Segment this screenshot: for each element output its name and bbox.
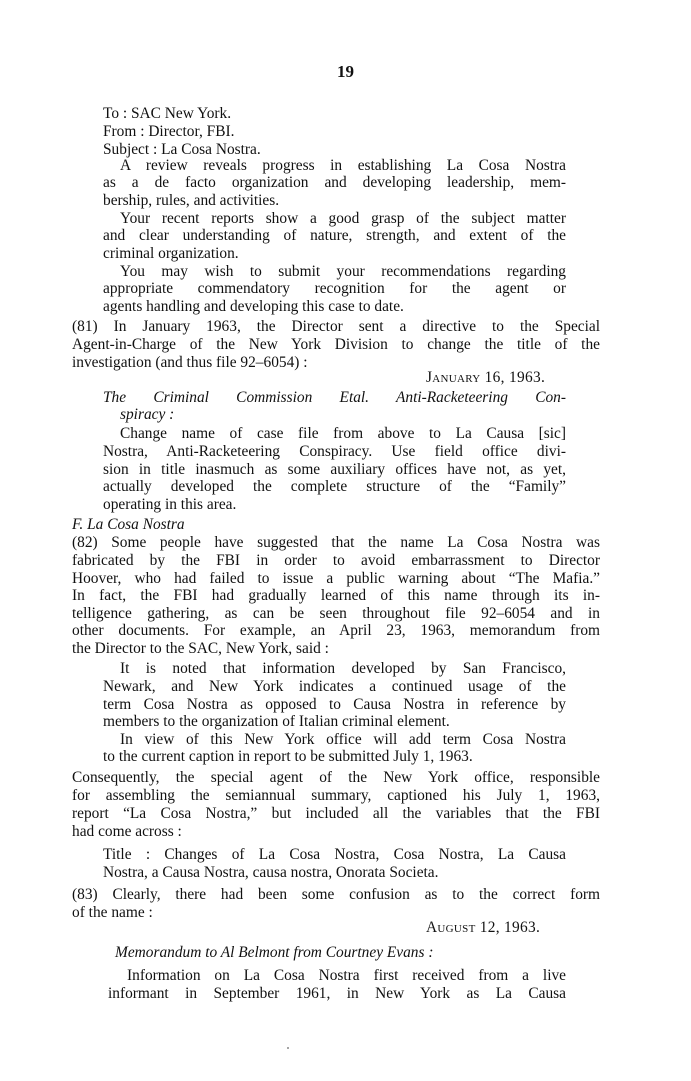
para83-line: of the name : <box>72 904 153 921</box>
memo2-text-line: operating in this area. <box>103 496 237 513</box>
memo1-from-line: From : Director, FBI. <box>103 123 235 140</box>
memo1-to-line: To : SAC New York. <box>103 105 232 122</box>
quote1-line: In view of this New York office will add term Cosa Nostra <box>120 731 566 748</box>
memo1-subject-line: Subject : La Cosa Nostra. <box>103 141 261 158</box>
memo2-text-line: actually developed the complete structure of the “Family” <box>103 478 566 495</box>
memo1-text-line: appropriate commendatory recognition for the agent or <box>103 280 566 297</box>
section-heading: F. La Cosa Nostra <box>72 516 185 533</box>
para83-line: (83) Clearly, there had been some confusion as to the correct form <box>72 886 600 903</box>
memo2-text-line: Change name of case file from above to La Causa [sic] <box>120 425 566 442</box>
title-quote-line: Title : Changes of La Cosa Nostra, Cosa Nostra, La Causa <box>103 846 566 863</box>
memo1-text-line: as a de facto organization and developing leadership, mem- <box>103 174 566 191</box>
quote1-line: term Cosa Nostra as opposed to Causa Nostra in reference by <box>103 696 566 713</box>
memo2-title-line: spiracy : <box>120 406 175 423</box>
para82-line: the Director to the SAC, New York, said : <box>72 640 329 657</box>
memo1-text-line: agents handling and developing this case to date. <box>103 298 404 315</box>
memo3-text-line: informant in September 1961, in New York as La Causa <box>108 985 566 1002</box>
para82-line: telligence gathering, as can be seen throughout file 92–6054 and in <box>72 605 600 622</box>
memo2-title-line: The Criminal Commission Etal. Anti-Racketeering Con- <box>103 389 566 406</box>
consequently-line: for assembling the semiannual summary, captioned his July 1, 1963, <box>72 787 600 804</box>
memo1-text-line: Your recent reports show a good grasp of the subject matter <box>120 210 566 227</box>
memo1-text-line: criminal organization. <box>103 245 239 262</box>
memo2-text-line: Nostra, Anti-Racketeering Conspiracy. Use field office divi- <box>103 443 566 460</box>
memo3-text-line: Information on La Cosa Nostra first received from a live <box>127 967 566 984</box>
para81-line: investigation (and thus file 92–6054) : <box>72 354 308 371</box>
memo1-text-line: A review reveals progress in establishing La Cosa Nostra <box>120 157 566 174</box>
para81-line: (81) In January 1963, the Director sent a directive to the Special <box>72 318 600 335</box>
para82-line: other documents. For example, an April 23, 1963, memorandum from <box>72 622 600 639</box>
quote1-line: members to the organization of Italian criminal element. <box>103 713 450 730</box>
para82-line: In fact, the FBI had gradually learned of this name through its in- <box>72 587 600 604</box>
title-quote-line: Nostra, a Causa Nostra, causa nostra, Onorata Societa. <box>103 864 439 881</box>
consequently-line: had come across : <box>72 823 182 840</box>
para81-line: Agent-in-Charge of the New York Division to change the title of the <box>72 336 600 353</box>
memo1-text-line: You may wish to submit your recommendations regarding <box>120 263 566 280</box>
quote1-line: It is noted that information developed by San Francisco, <box>120 660 566 677</box>
scan-speck <box>287 1047 289 1049</box>
quote1-line: Newark, and New York indicates a continued usage of the <box>103 678 566 695</box>
memo3-title: Memorandum to Al Belmont from Courtney Evans : <box>115 944 434 961</box>
para82-line: fabricated by the FBI in order to avoid embarrassment to Director <box>72 552 600 569</box>
date-august-12: August 12, 1963. <box>426 919 541 936</box>
para82-line: (82) Some people have suggested that the name La Cosa Nostra was <box>72 534 600 551</box>
memo1-text-line: and clear understanding of nature, strength, and extent of the <box>103 227 566 244</box>
memo2-text-line: sion in title inasmuch as some auxiliary offices have not, as yet, <box>103 461 566 478</box>
page-number: 19 <box>337 62 354 81</box>
consequently-line: Consequently, the special agent of the New York office, responsible <box>72 769 600 786</box>
para82-line: Hoover, who had failed to issue a public warning about “The Mafia.” <box>72 570 600 587</box>
quote1-line: to the current caption in report to be submitted July 1, 1963. <box>103 748 473 765</box>
consequently-line: report “La Cosa Nostra,” but included all the variables that the FBI <box>72 805 600 822</box>
date-january-16: January 16, 1963. <box>426 369 546 386</box>
memo1-text-line: bership, rules, and activities. <box>103 192 280 209</box>
